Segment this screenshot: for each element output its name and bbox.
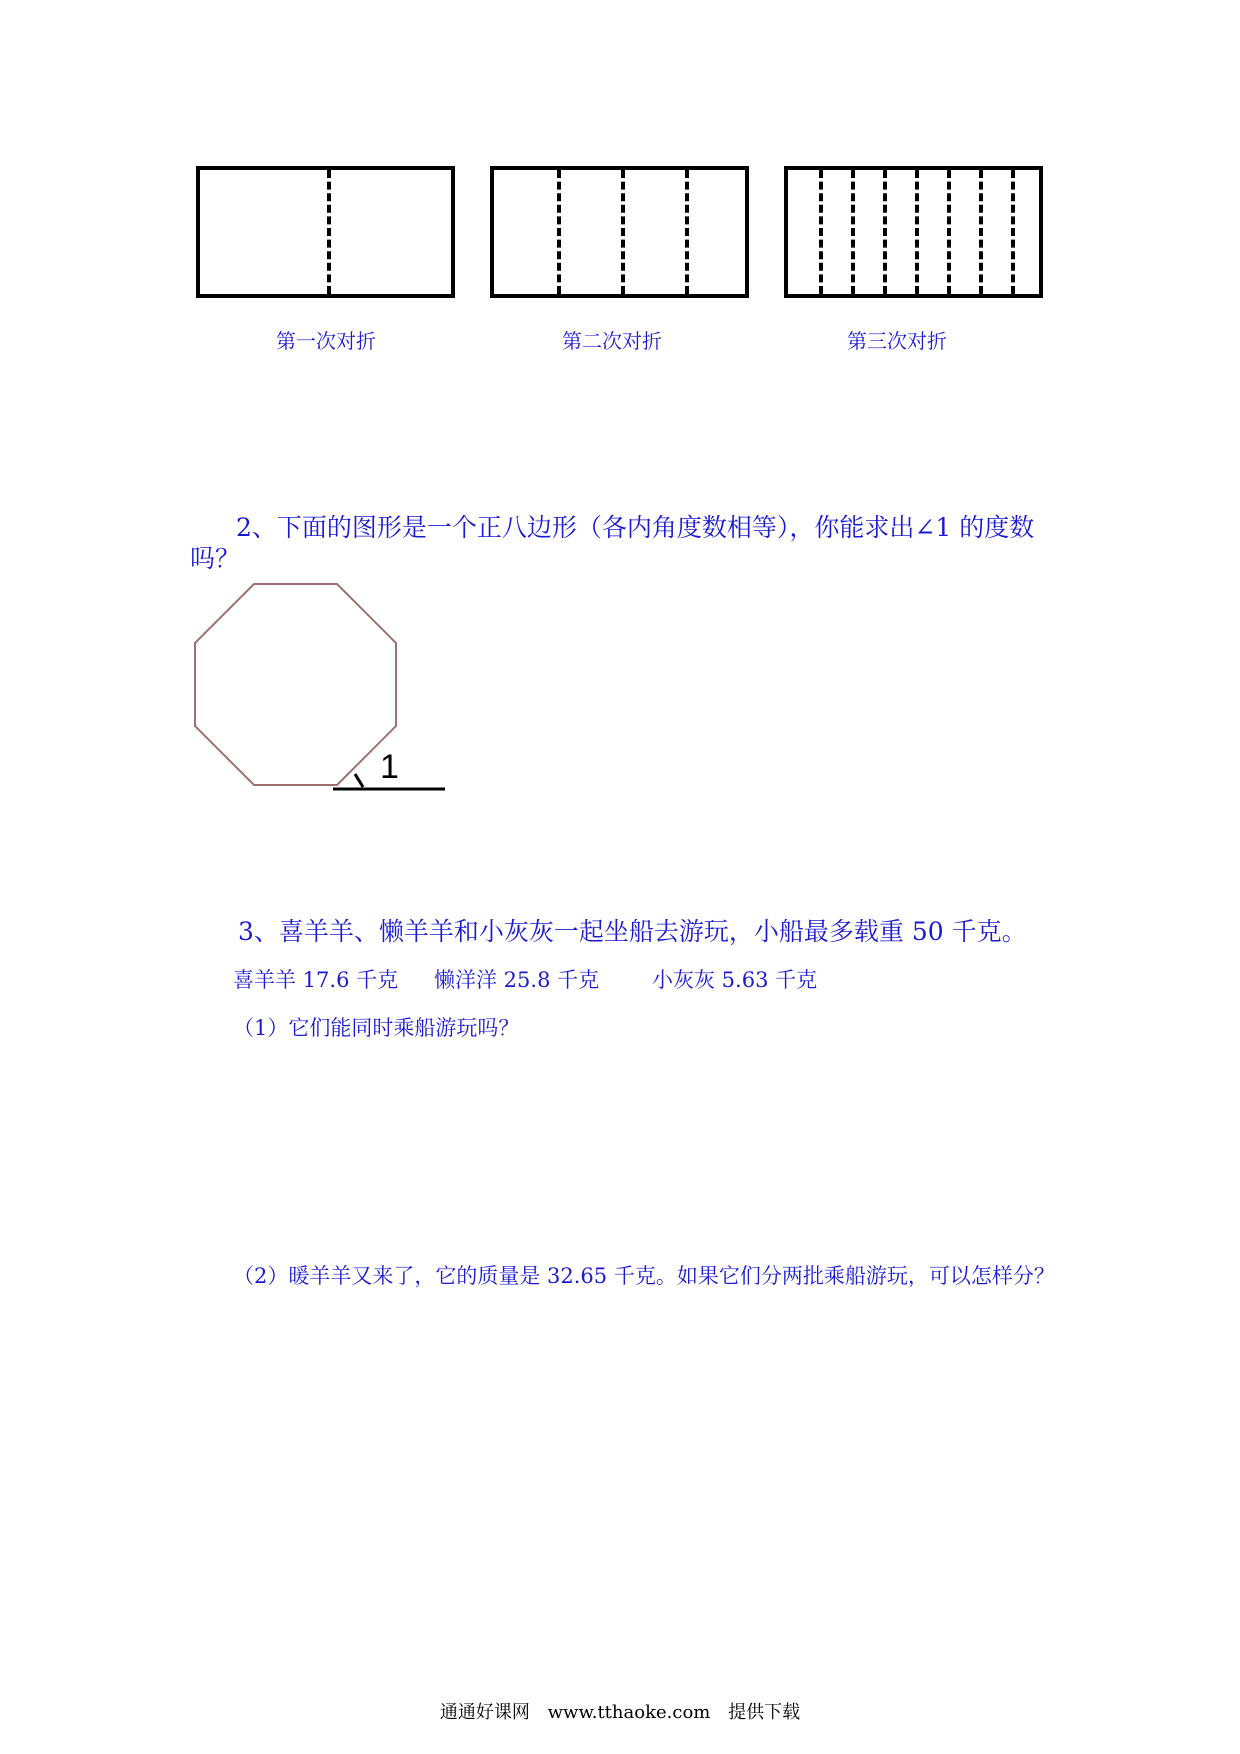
weight-xiaohuihui: 小灰灰 5.63 千克 <box>652 968 818 992</box>
q2-text-line2: 吗？ <box>190 544 241 573</box>
fold-line <box>947 170 951 294</box>
angle-mark <box>355 774 363 787</box>
q2-text-line1: 2、下面的图形是一个正八边形（各内角度数相等），你能求出∠1 的度数 <box>236 513 1035 542</box>
fold-line <box>851 170 855 294</box>
page-footer <box>0 1698 1240 1724</box>
footer-suffix: 提供下载 <box>728 1702 801 1723</box>
fold-line <box>883 170 887 294</box>
fold-line <box>979 170 983 294</box>
fold-caption-2: 第二次对折 <box>562 329 662 353</box>
footer-url: www.tthaoke.com <box>547 1702 711 1723</box>
fold-caption-1: 第一次对折 <box>276 329 376 353</box>
fold-caption-3: 第三次对折 <box>847 329 947 353</box>
fold-line <box>557 170 561 294</box>
fold-diagram-3 <box>784 166 1043 298</box>
angle-label: 1 <box>380 748 399 786</box>
fold-line <box>621 170 625 294</box>
fold-line <box>327 170 331 294</box>
weight-lanyangyang: 懒洋洋 25.8 千克 <box>434 968 600 992</box>
regular-octagon <box>195 584 396 785</box>
fold-line <box>685 170 689 294</box>
fold-line <box>1011 170 1015 294</box>
fold-line <box>819 170 823 294</box>
q3-sub1: （1）它们能同时乘船游玩吗？ <box>233 1016 520 1040</box>
fold-diagram-1 <box>196 166 455 298</box>
weight-xiyangyang: 喜羊羊 17.6 千克 <box>233 968 399 992</box>
footer-site-name: 通通好课网 <box>439 1702 530 1723</box>
q3-sub2: （2）暖羊羊又来了，它的质量是 32.65 千克。如果它们分两批乘船游玩，可以怎样分？ <box>233 1264 1055 1288</box>
octagon-figure <box>185 578 455 798</box>
fold-line <box>915 170 919 294</box>
q3-text-line1: 3、喜羊羊、懒羊羊和小灰灰一起坐船去游玩，小船最多载重 50 千克。 <box>238 917 1027 946</box>
fold-diagram-2 <box>490 166 749 298</box>
